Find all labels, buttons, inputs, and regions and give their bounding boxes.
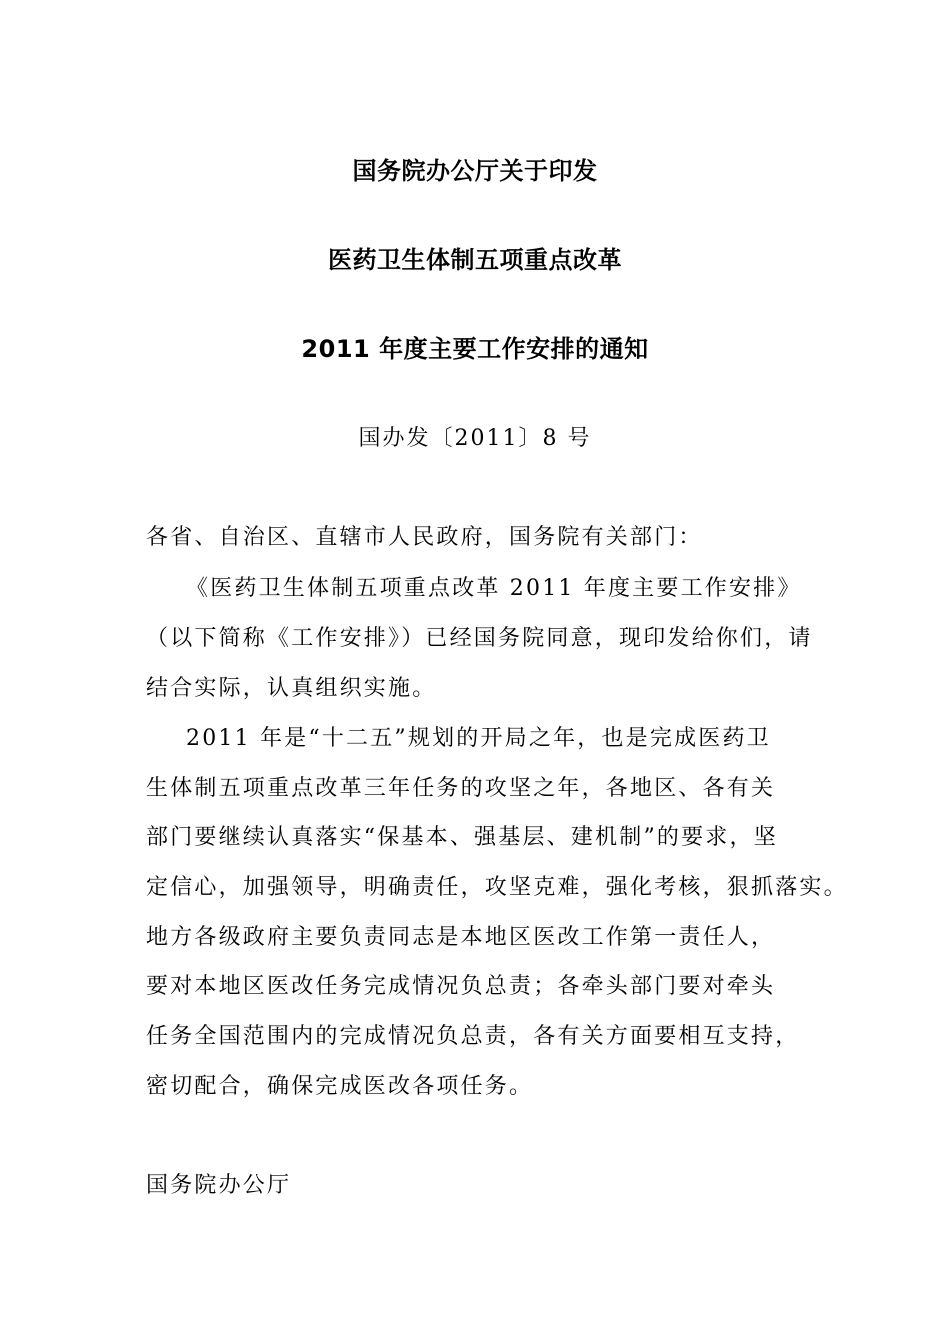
signature: 国务院办公厅 <box>146 1173 292 1198</box>
paragraph-1-line-1: 《医药卫生体制五项重点改革 2011 年度主要工作安排》 <box>186 576 802 601</box>
title-line-1: 国务院办公厅关于印发 <box>352 157 598 185</box>
paragraph-2-line-7: 任务全国范围内的完成情况负总责，各有关方面要相互支持， <box>146 1024 800 1049</box>
title-line-2: 医药卫生体制五项重点改革 <box>328 246 622 274</box>
paragraph-2-line-5: 地方各级政府主要负责同志是本地区医改工作第一责任人， <box>146 925 776 950</box>
paragraph-2-line-8: 密切配合，确保完成医改各项任务。 <box>146 1074 534 1099</box>
paragraph-1-line-2: （以下简称《工作安排》）已经国务院同意，现印发给你们，请 <box>146 626 813 651</box>
paragraph-2-line-6: 要对本地区医改任务完成情况负总责；各牵头部门要对牵头 <box>146 974 776 999</box>
paragraph-2-line-2: 生体制五项重点改革三年任务的攻坚之年，各地区、各有关 <box>146 776 776 801</box>
paragraph-2-line-3: 部门要继续认真落实“保基本、强基层、建机制”的要求，坚 <box>146 825 778 850</box>
salutation: 各省、自治区、直辖市人民政府，国务院有关部门： <box>146 525 703 550</box>
paragraph-2-line-4: 定信心，加强领导，明确责任，攻坚克难，强化考核，狠抓落实。 <box>146 875 848 900</box>
document-number: 国办发〔2011〕8 号 <box>358 426 592 451</box>
title-line-3: 2011 年度主要工作安排的通知 <box>301 335 649 363</box>
paragraph-2-line-1: 2011 年是“十二五”规划的开局之年，也是完成医药卫 <box>186 726 771 751</box>
paragraph-1-line-3: 结合实际，认真组织实施。 <box>146 676 437 701</box>
